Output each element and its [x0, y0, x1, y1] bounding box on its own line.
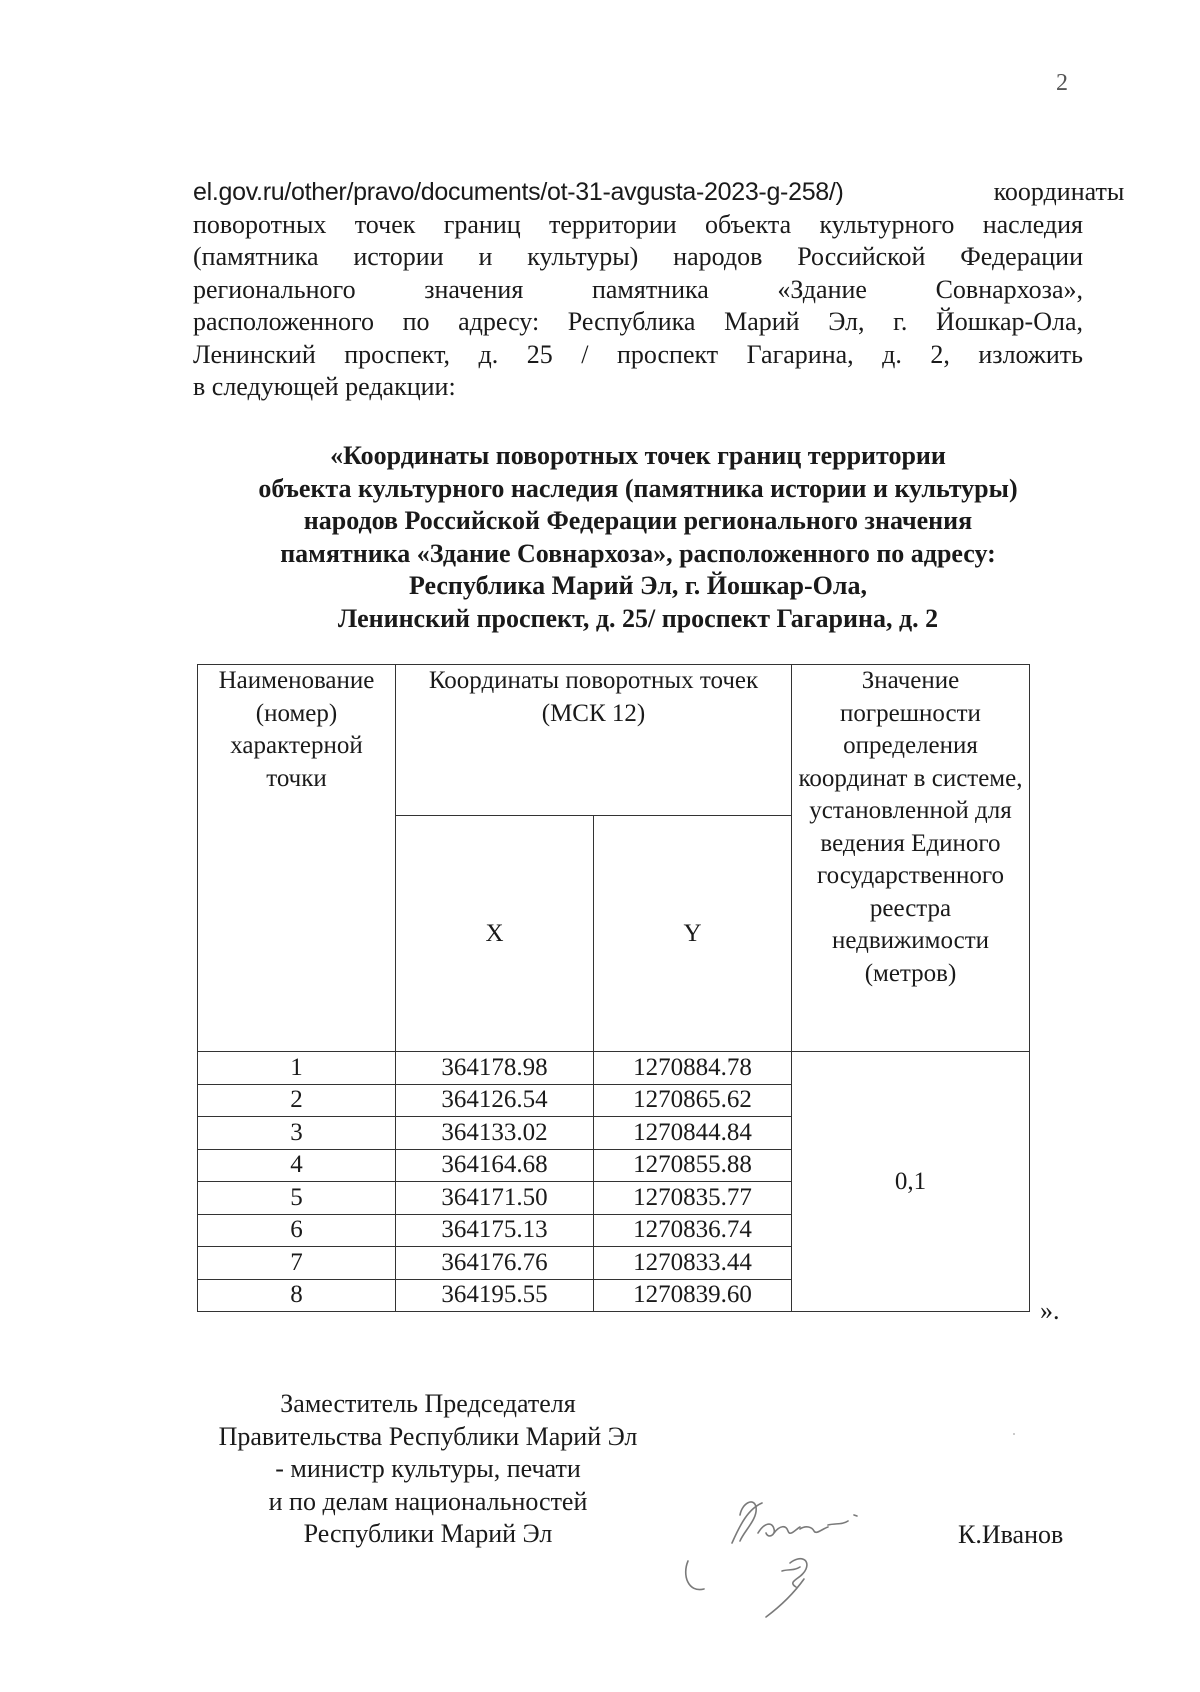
signatory-title-line: Правительства Республики Марий Эл [218, 1421, 638, 1451]
cell-point-number: 5 [198, 1182, 396, 1215]
heading-line-5: Республика Марий Эл, г. Йошкар-Ола, [409, 571, 867, 600]
header-point-name: Наименование (номер) характерной точки [198, 665, 396, 1052]
paragraph-line-4: регионального значения памятника «Здание Совнархоза», [193, 274, 1083, 304]
closing-quote: ». [1040, 1296, 1060, 1325]
cell-y: 1270865.62 [594, 1084, 792, 1117]
document-link[interactable]: el.gov.ru/other/pravo/documents/ot-31-avgusta-2023-g-258/) [193, 178, 844, 206]
cell-x: 364164.68 [396, 1149, 594, 1182]
cell-y: 1270836.74 [594, 1214, 792, 1247]
handwritten-signature [670, 1485, 910, 1625]
table-row [198, 1052, 1030, 1085]
cell-y: 1270884.78 [594, 1052, 792, 1085]
paragraph-line-1 [193, 176, 1125, 209]
paragraph-line-7: в следующей редакции: [193, 372, 456, 401]
cell-y: 1270855.88 [594, 1149, 792, 1182]
cell-x: 364195.55 [396, 1279, 594, 1312]
cell-point-number: 6 [198, 1214, 396, 1247]
cell-point-number: 4 [198, 1149, 396, 1182]
paragraph-line-2: поворотных точек границ территории объекта культурного наследия [193, 209, 1083, 239]
paragraph-line-3: (памятника истории и культуры) народов Российской Федерации [193, 242, 1083, 271]
paragraph-line-5: расположенного по адресу: Республика Марий Эл, г. Йошкар-Ола, [193, 307, 1083, 336]
cell-x: 364126.54 [396, 1084, 594, 1117]
section-heading [193, 440, 1083, 635]
scan-speck [1010, 1430, 1020, 1440]
cell-x: 364175.13 [396, 1214, 594, 1247]
cell-point-number: 2 [198, 1084, 396, 1117]
signatory-title-line: Заместитель Председателя [280, 1389, 576, 1418]
signatory-title-line: - министр культуры, печати [275, 1454, 581, 1483]
cell-x: 364171.50 [396, 1182, 594, 1215]
heading-line-1: «Координаты поворотных точек границ территории [330, 441, 946, 470]
cell-x: 364176.76 [396, 1247, 594, 1280]
signer-name: К.Иванов [958, 1520, 1064, 1549]
cell-y: 1270839.60 [594, 1279, 792, 1312]
signatory-title-line: и по делам национальностей [268, 1486, 588, 1516]
header-x: X [396, 816, 594, 1052]
header-y: Y [594, 816, 792, 1052]
header-accuracy: Значение погрешности определения координат в системе, установленной для ведения Единого государственного реестра недвижимости (метров) [792, 665, 1030, 1052]
header-coordinates: Координаты поворотных точек (МСК 12) [396, 665, 792, 816]
cell-point-number: 7 [198, 1247, 396, 1280]
paragraph-line-6: Ленинский проспект, д. 25 / проспект Гагарина, д. 2, изложить [193, 339, 1083, 369]
cell-y: 1270833.44 [594, 1247, 792, 1280]
cell-point-number: 3 [198, 1117, 396, 1150]
body-paragraph [193, 176, 1125, 404]
heading-line-4: памятника «Здание Совнархоза», расположенного по адресу: [280, 538, 996, 568]
heading-line-2: объекта культурного наследия (памятника истории и культуры) [258, 473, 1018, 503]
cell-point-number: 8 [198, 1279, 396, 1312]
signatory-title-line: Республики Марий Эл [303, 1519, 553, 1548]
cell-y: 1270844.84 [594, 1117, 792, 1150]
heading-line-3: народов Российской Федерации регионального значения [303, 506, 973, 535]
paragraph-word: координаты [993, 177, 1125, 206]
cell-y: 1270835.77 [594, 1182, 792, 1215]
page-number: 2 [1056, 70, 1068, 96]
heading-line-6: Ленинский проспект, д. 25/ проспект Гагарина, д. 2 [337, 603, 939, 633]
cell-accuracy: 0,1 [792, 1052, 1030, 1312]
signatory-title [193, 1388, 663, 1551]
cell-x: 364133.02 [396, 1117, 594, 1150]
cell-point-number: 1 [198, 1052, 396, 1085]
cell-x: 364178.98 [396, 1052, 594, 1085]
coordinates-table [197, 664, 1030, 1312]
